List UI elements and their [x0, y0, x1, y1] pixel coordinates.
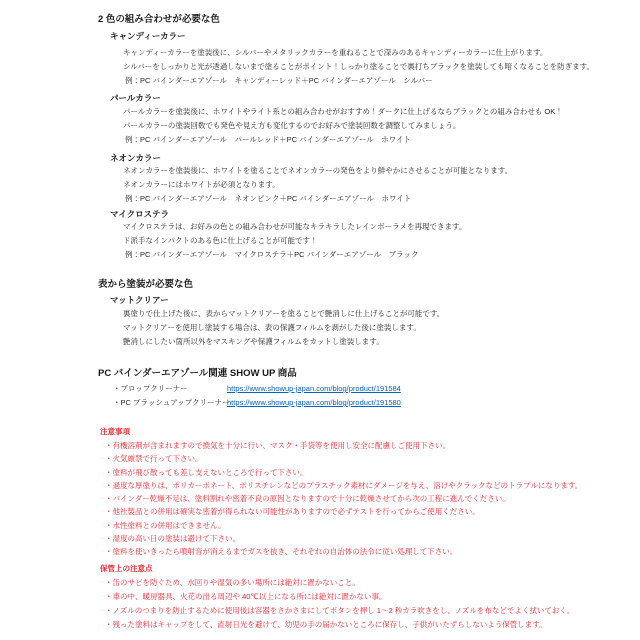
storage-item: ・ノズルのつまりを防止するために使用後は容器をさかさまにしてボタンを押し 1～2 秒カラ吹きをし、ノズルを布などでよく拭いておく。 — [105, 606, 575, 615]
section-heading-products: PC バインダーエアゾール関連 SHOW UP 商品 — [98, 368, 297, 379]
caution-item: ・湿度の高い日の塗装は避けて下さい。 — [105, 534, 240, 544]
storage-item: ・車の中、暖房器具、火花の出る周辺や 40℃以上になる所には絶対に置かない事。 — [105, 592, 387, 601]
storage-item: ・缶のサビを防ぐため、水回りや湿気の多い場所には絶対に置かないこと。 — [105, 578, 360, 587]
body-line: パールカラーの塗装回数でも発色や見え方も変化するのでお好みで塗装回数を調整してみましょう。 — [123, 121, 461, 130]
product-link[interactable]: https://www.showup-japan.com/blog/product/191584 — [227, 384, 401, 393]
product-link[interactable]: https://www.showup-japan.com/blog/product/191580 — [227, 398, 401, 407]
section-heading-two-color: 2 色の組み合わせが必要な色 — [98, 14, 220, 25]
body-line: キャンディーカラーを塗装後に、シルバーやメタリックカラーを重ねることで深みのあるキャンディーカラーに仕上がります。 — [123, 48, 548, 57]
body-line: 艶消しにしたい箇所以外をマスキングや保護フィルムをカットし塗装します。 — [123, 337, 384, 346]
caution-item: ・水性塗料との併用はできません。 — [105, 520, 226, 530]
cautions-list — [105, 439, 582, 559]
product-row — [113, 382, 401, 396]
caution-item: ・火気厳禁で行って下さい。 — [105, 454, 203, 464]
storage-title: 保管上の注意点 — [100, 564, 153, 573]
product-list — [113, 382, 401, 410]
caution-item: ・塗料が飛び散っても差し支えないところで行って下さい。 — [105, 467, 308, 477]
body-line: マイクロステラは、お好みの色との組み合わせが可能なキラキラしたレインボーラメを再現できます。 — [123, 222, 467, 231]
body-line: ド派手なインパクトのある色に仕上げることが可能です！ — [123, 236, 318, 245]
microstella-body — [123, 220, 466, 248]
caution-item: ・過度な厚塗りは、ポリカーボネート、ポリスチレンなどのプラスチック素材にダメージを与え、溶けやクラックなどのトラブルになります。 — [105, 480, 583, 490]
storage-item: ・残った塗料はキャップをして、直射日光を避けて、幼児の手の届かないところに保存し、子供がいたずらしないよう保管します。 — [105, 620, 547, 629]
storage-list — [105, 576, 574, 632]
pearl-color-body — [123, 105, 563, 133]
body-line: ネオンカラーを塗装後に、ホワイトを塗ることでネオンカラーの発色をより鮮やかにさせることが可能となります。 — [123, 166, 513, 175]
microstella-example: 例：PC バインダーエアゾール マイクロステラ＋PC バインダーエアゾール ブラック — [125, 250, 419, 259]
caution-item: ・塗料を使いきったら噴射音が消えるまでガスを抜き、それぞれの自治体の法令に従い処理して下さい。 — [105, 547, 458, 557]
section-heading-front-paint: 表から塗装が必要な色 — [98, 279, 194, 290]
subheading-matte-clear: マットクリアー — [110, 295, 169, 305]
subheading-neon-color: ネオンカラー — [110, 153, 162, 163]
subheading-pearl-color: パールカラー — [110, 93, 161, 103]
product-row — [113, 396, 401, 410]
pearl-color-example: 例：PC バインダーエアゾール パールレッド＋PC バインダーエアゾール ホワイト — [125, 135, 411, 144]
candy-color-body — [123, 46, 594, 74]
caution-item: ・バインダー乾燥不足は、塗料割れや密着不良の原因となりますので十分に乾燥させてから次の工程に進んでください。 — [105, 494, 510, 504]
neon-color-body — [123, 164, 512, 192]
matte-clear-body — [123, 307, 444, 349]
body-line: 裏塗りで仕上げた後に、表からマットクリアーを塗ることで艶消しに仕上げることが可能です。 — [123, 309, 445, 318]
subheading-candy-color: キャンディーカラー — [110, 31, 186, 41]
candy-color-example: 例：PC バインダーエアゾール キャンディーレッド＋PC バインダーエアゾール シルバー — [125, 76, 433, 85]
body-line: シルバーをしっかりと光が透過しないまで塗ることがポイント！しっかり塗ることで裏打ちブラックを塗装しても暗くなることを防ぎます。 — [123, 62, 595, 71]
body-line: ネオンカラーにはホワイトが必須となります。 — [123, 180, 280, 189]
caution-item: ・有機溶剤が含まれますので換気を十分に行い、マスク・手袋等を使用し安全に配慮しご使用下さい。 — [105, 441, 450, 450]
product-label: ・PC ブラッシュアップクリーナー — [113, 398, 230, 407]
body-line: マットクリアーを使用し塗装する場合は、表の保護フィルムを剥がした後に塗装します。 — [123, 323, 421, 332]
body-line: パールカラーを塗装後に、ホワイトやライト系との組み合わせがおすすめ！ダークに仕上げるならブラックとの組み合わせも OK！ — [123, 107, 563, 116]
caution-item: ・他社製品との併用は確実な密着が得られない可能性がありますので必ずテストを行ってからご使用ください。 — [105, 507, 480, 517]
neon-color-example: 例：PC バインダーエアゾール ネオンピンク＋PC バインダーエアゾール ホワイト — [125, 194, 412, 203]
cautions-title: 注意事項 — [100, 427, 130, 436]
product-label: ・ブロップクリーナー — [113, 384, 188, 393]
subheading-microstella: マイクロステラ — [110, 209, 169, 219]
